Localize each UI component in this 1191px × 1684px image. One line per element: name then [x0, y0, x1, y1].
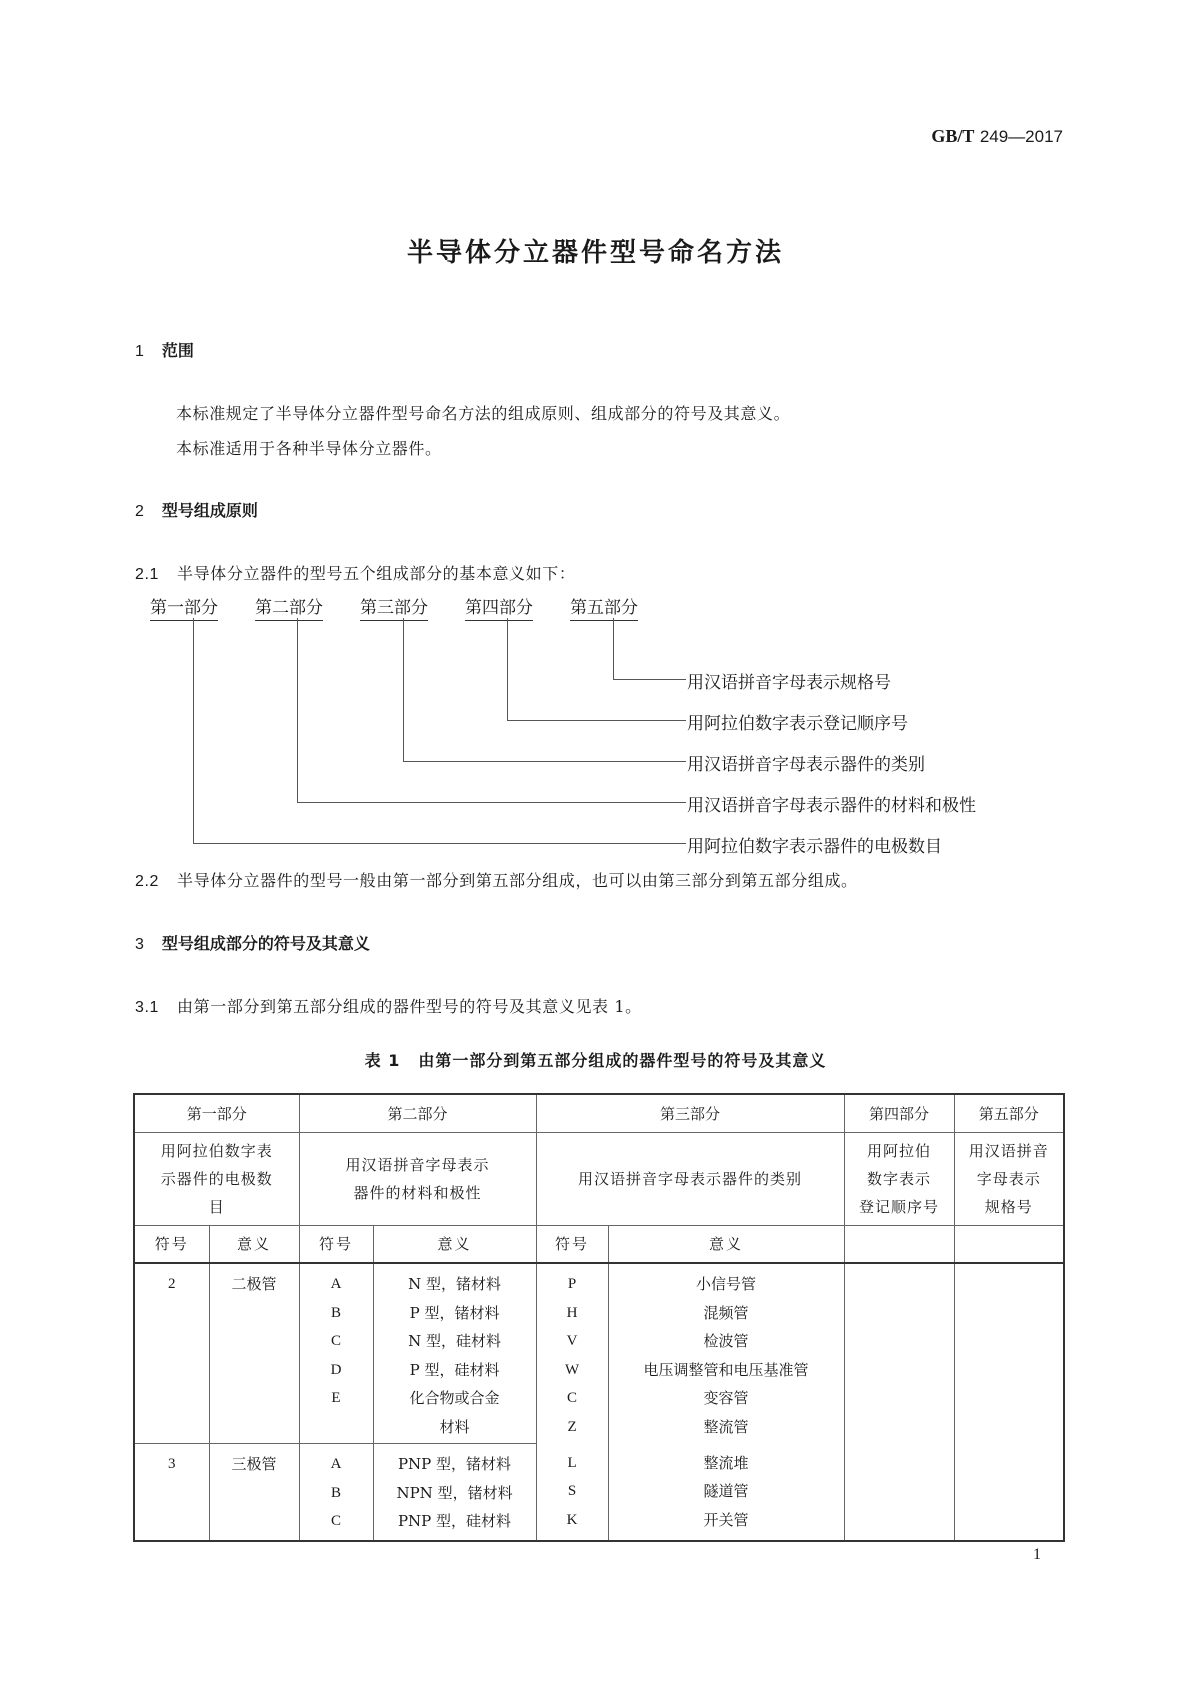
desc-line: 规格号 — [984, 1198, 1033, 1216]
connector-part-1 — [193, 618, 194, 843]
table-subheaders — [134, 1226, 1064, 1264]
section-number: 1 — [135, 343, 144, 360]
p3-symbols — [536, 1263, 608, 1541]
p2-meanings — [373, 1444, 536, 1542]
p3-meaning: 隧道管 — [703, 1482, 749, 1501]
connector-h-4 — [507, 720, 686, 721]
p3-meaning: 开关管 — [703, 1510, 749, 1529]
p2-symbol: B — [331, 1304, 342, 1321]
section-title: 型号组成部分的符号及其意义 — [161, 934, 370, 953]
p3-meaning: 电压调整管和电压基准管 — [643, 1360, 809, 1379]
subheader-symbol: 符号 — [299, 1226, 373, 1264]
desc-line: 字母表示 — [976, 1170, 1041, 1188]
diagram-part-2: 第二部分 — [255, 593, 323, 621]
clause-number: 2.1 — [135, 566, 160, 583]
scope-paragraph-1: 本标准规定了半导体分立器件型号命名方法的组成原则、组成部分的符号及其意义。 — [176, 404, 791, 423]
p2-meaning: 化合物或合金 — [409, 1389, 500, 1408]
clause-text: 半导体分立器件的型号五个组成部分的基本意义如下： — [177, 564, 576, 583]
section-title: 型号组成原则 — [161, 501, 258, 520]
table-header-parts — [134, 1094, 1064, 1133]
diagram-desc-part-3: 用汉语拼音字母表示器件的类别 — [687, 755, 925, 775]
p3-meaning: 混频管 — [703, 1303, 749, 1322]
connector-part-2 — [297, 618, 298, 802]
p4-cell — [844, 1263, 954, 1541]
desc-line: 目 — [208, 1198, 225, 1216]
desc-line: 示器件的电极数 — [160, 1170, 273, 1188]
clause-number: 3.1 — [135, 999, 160, 1016]
p3-symbol: V — [566, 1333, 578, 1350]
subheader-meaning: 意义 — [608, 1226, 844, 1264]
header-part-5: 第五部分 — [954, 1094, 1064, 1133]
p3-symbol: K — [566, 1511, 578, 1528]
subheader-empty — [844, 1226, 954, 1264]
p3-symbol: L — [567, 1454, 577, 1471]
p2-meaning: P 型，硅材料 — [409, 1360, 500, 1379]
p2-symbol: C — [331, 1333, 342, 1350]
p2-meaning: PNP 型，锗材料 — [397, 1455, 512, 1473]
connector-part-5 — [613, 618, 614, 679]
p3-meaning: 检波管 — [703, 1332, 749, 1351]
p1-meaning: 二极管 — [209, 1263, 299, 1444]
scope-paragraph-2: 本标准适用于各种半导体分立器件。 — [176, 439, 442, 458]
connector-h-2 — [297, 802, 686, 803]
header-part-2: 第二部分 — [299, 1094, 536, 1133]
section-1-heading — [135, 338, 194, 361]
p5-cell — [954, 1263, 1064, 1541]
desc-part-4 — [844, 1133, 954, 1226]
standard-number — [931, 126, 1063, 147]
clause-text: 由第一部分到第五部分组成的器件型号的符号及其意义见表 1。 — [177, 997, 642, 1016]
p3-symbol: C — [567, 1390, 578, 1407]
subheader-meaning: 意义 — [373, 1226, 536, 1264]
desc-line: 用汉语拼音字母表示 — [345, 1156, 490, 1174]
p3-symbol: W — [564, 1361, 580, 1378]
diagram-desc-part-4: 用阿拉伯数字表示登记顺序号 — [687, 714, 908, 734]
standard-code: 249—2017 — [979, 127, 1063, 146]
clause-text: 半导体分立器件的型号一般由第一部分到第五部分组成，也可以由第三部分到第五部分组成。 — [177, 871, 858, 890]
p2-meaning: 材料 — [439, 1417, 470, 1436]
header-part-3: 第三部分 — [536, 1094, 844, 1133]
p2-meaning: N 型，锗材料 — [408, 1275, 501, 1293]
page-number: 1 — [1033, 1546, 1041, 1563]
p2-symbol: D — [330, 1361, 342, 1378]
p2-symbol: A — [330, 1276, 342, 1292]
p3-meaning: 整流堆 — [703, 1453, 749, 1472]
subheader-meaning: 意义 — [209, 1226, 299, 1264]
document-title: 半导体分立器件型号命名方法 — [406, 238, 784, 268]
p2-meaning: PNP 型，硅材料 — [397, 1512, 512, 1531]
table-number: 表 1 — [364, 1051, 401, 1070]
p2-meaning: P 型，锗材料 — [409, 1303, 500, 1322]
clause-2-1 — [135, 561, 575, 584]
table-row-group-diode — [134, 1263, 1064, 1444]
p2-symbol: E — [331, 1390, 341, 1407]
clause-2-2 — [135, 868, 858, 891]
desc-part-3: 用汉语拼音字母表示器件的类别 — [536, 1133, 844, 1226]
diagram-desc-part-2: 用汉语拼音字母表示器件的材料和极性 — [687, 796, 976, 816]
p3-symbol: P — [567, 1276, 577, 1292]
table-1-caption — [0, 1048, 1191, 1071]
p3-meaning: 小信号管 — [696, 1275, 757, 1293]
table-title: 由第一部分到第五部分组成的器件型号的符号及其意义 — [418, 1051, 827, 1070]
p2-symbol: C — [331, 1513, 342, 1530]
desc-part-2 — [299, 1133, 536, 1226]
connector-part-4 — [507, 618, 508, 720]
p1-meaning: 三极管 — [209, 1444, 299, 1542]
subheader-symbol: 符号 — [536, 1226, 608, 1264]
diagram-part-1: 第一部分 — [150, 593, 218, 621]
desc-line: 用汉语拼音 — [968, 1142, 1049, 1160]
diagram-desc-part-1: 用阿拉伯数字表示器件的电极数目 — [687, 837, 942, 857]
p2-symbols — [299, 1444, 373, 1542]
desc-part-5 — [954, 1133, 1064, 1226]
section-number: 3 — [135, 936, 144, 953]
p2-symbols — [299, 1263, 373, 1444]
section-number: 2 — [135, 503, 144, 520]
p3-meanings — [608, 1263, 844, 1541]
desc-line: 数字表示 — [867, 1170, 932, 1188]
p3-symbol: S — [567, 1483, 577, 1500]
clause-number: 2.2 — [135, 873, 160, 890]
p1-symbol: 2 — [134, 1263, 209, 1444]
p2-symbol: A — [330, 1456, 342, 1472]
diagram-part-4: 第四部分 — [465, 593, 533, 621]
subheader-symbol: 符号 — [134, 1226, 209, 1264]
desc-line: 器件的材料和极性 — [353, 1184, 482, 1202]
header-part-1: 第一部分 — [134, 1094, 299, 1133]
p2-meaning: N 型，硅材料 — [408, 1332, 501, 1351]
desc-line: 用阿拉伯 — [867, 1142, 932, 1160]
diagram-part-5: 第五部分 — [570, 593, 638, 621]
p2-symbol: B — [331, 1484, 342, 1501]
connector-h-3 — [403, 761, 686, 762]
diagram-desc-part-5: 用汉语拼音字母表示规格号 — [687, 673, 891, 693]
section-2-heading — [135, 498, 258, 521]
clause-3-1 — [135, 994, 642, 1017]
p3-meaning: 整流管 — [703, 1417, 749, 1436]
desc-part-1 — [134, 1133, 299, 1226]
connector-part-3 — [403, 618, 404, 761]
p3-meaning: 变容管 — [703, 1389, 749, 1408]
p3-symbol: Z — [567, 1418, 577, 1435]
p2-meanings — [373, 1263, 536, 1444]
p3-symbol: H — [566, 1304, 578, 1321]
section-title: 范围 — [161, 341, 194, 360]
desc-line: 用阿拉伯数字表 — [160, 1142, 273, 1160]
connector-h-5 — [613, 679, 686, 680]
p1-symbol: 3 — [134, 1444, 209, 1542]
table-1 — [133, 1093, 1065, 1542]
p2-meaning: NPN 型，锗材料 — [396, 1483, 513, 1502]
section-3-heading — [135, 931, 370, 954]
header-part-4: 第四部分 — [844, 1094, 954, 1133]
subheader-empty — [954, 1226, 1064, 1264]
table-header-descriptions — [134, 1133, 1064, 1226]
desc-line: 登记顺序号 — [859, 1198, 940, 1216]
standard-prefix: GB/T — [931, 126, 975, 146]
diagram-part-3: 第三部分 — [360, 593, 428, 621]
connector-h-1 — [193, 843, 686, 844]
